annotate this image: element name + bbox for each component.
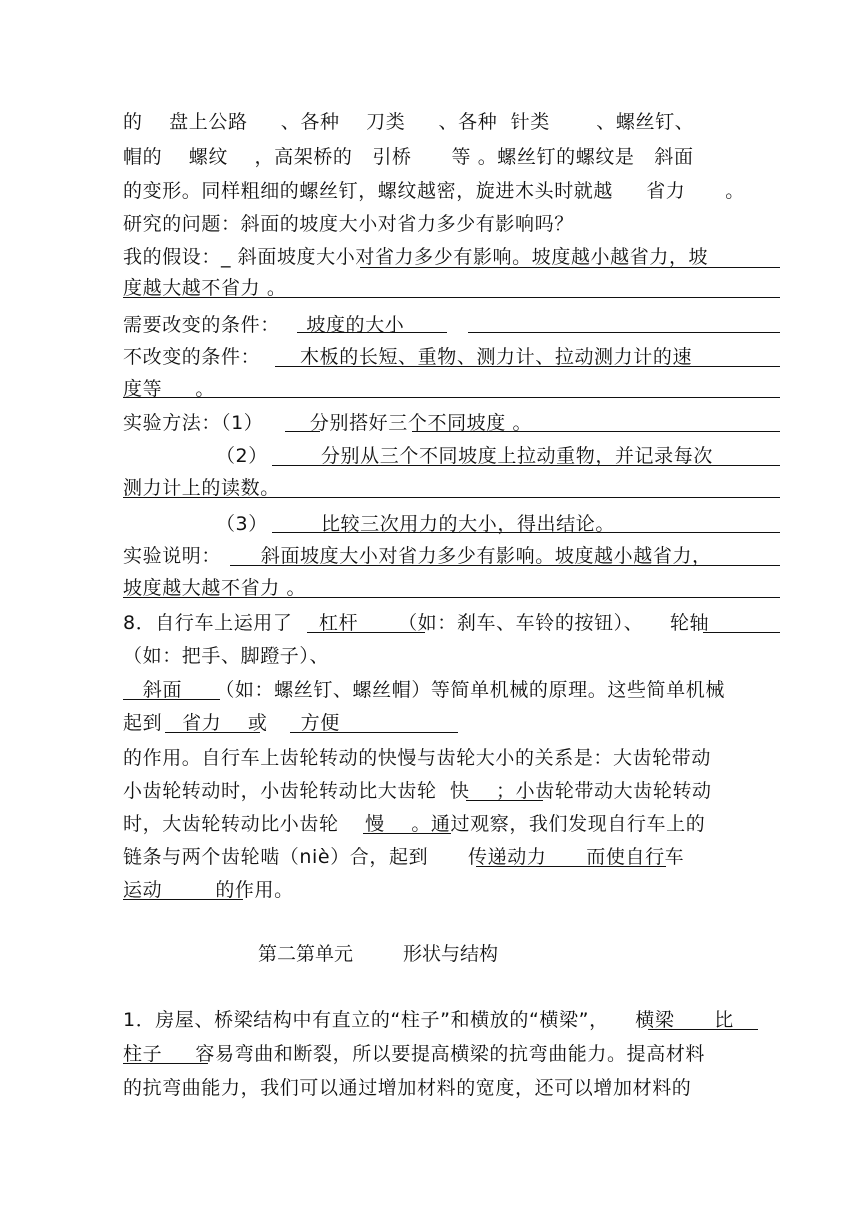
answer-underline [230,565,780,566]
answer-underline [275,366,780,367]
text-line: 柱子 容易弯曲和断裂，所以要提高横梁的抗弯曲能力。提高材料 [123,1043,705,1065]
text-line: 研究的问题：斜面的坡度大小对省力多少有影响吗？ [123,213,574,235]
text-line: 1．房屋、桥梁结构中有直立的“柱子”和横放的“横梁”， 横梁 比 [123,1009,734,1031]
answer-underline [123,297,780,298]
answer-underline [466,800,543,801]
answer-underline [165,732,260,733]
answer-underline [703,632,780,633]
text-line: （2） 分别从三个不同坡度上拉动重物，并记录每次 [123,445,713,467]
text-line: 实验说明： 斜面坡度大小对省力多少有影响。坡度越小越省力， [123,545,712,567]
answer-underline [272,532,780,533]
answer-underline [476,866,666,867]
answer-underline [123,497,780,498]
text-line: 度等 。 [123,378,215,400]
section-title: 形状与结构 [403,943,499,965]
text-line: 不改变的条件： 木板的长短、重物、测力计、拉动测力计的速 [123,346,693,368]
answer-underline [123,597,780,598]
text-line: 的变形。同样粗细的螺丝钉，螺纹越密，旋进木头时就越 省力 。 [123,180,745,202]
text-line: 小齿轮转动时，小齿轮转动比大齿轮 快 ；小齿轮带动大齿轮转动 [123,780,712,802]
text-line: 时，大齿轮转动比小齿轮 慢 。通过观察，我们发现自行车上的 [123,813,706,835]
text-line: 的作用。自行车上齿轮转动的快慢与齿轮大小的关系是：大齿轮带动 [123,747,712,769]
section-unit: 第二第单元 [258,943,354,965]
text-line: 起到 省力 或 方便 [123,712,340,734]
text-line: 帽的 螺纹 ，高架桥的 引桥 等 。螺丝钉的螺纹是 斜面 [123,146,694,168]
text-line: 8．自行车上运用了 杠杆 （如：刹车、车铃的按钮）、 轮轴 [123,612,710,634]
answer-underline [468,332,780,333]
text-line: 度越大越不省力 。 [123,277,287,299]
text-line: 斜面 （如：螺丝钉、螺丝帽）等简单机械的原理。这些简单机械 [123,679,725,701]
text-line: 我的假设：_ 斜面坡度大小对省力多少有影响。坡度越小越省力，坡 [123,246,709,268]
answer-underline [272,465,780,466]
answer-underline [290,732,458,733]
answer-underline [285,431,320,432]
answer-underline [363,833,451,834]
text-line: 运动 的作用。 [123,879,294,901]
text-line: 的 盘上公路 、各种 刀类 、各种 针类 、螺丝钉、 [123,111,695,133]
text-line: 实验方法：（1） 分别搭好三个不同坡度 。 [123,412,533,434]
answer-underline [360,267,780,268]
text-line: 链条与两个齿轮啮（niè）合，起到 传递动力 而使自行车 [123,846,685,868]
answer-underline [123,1063,208,1064]
text-line: 的抗弯曲能力，我们可以通过增加材料的宽度，还可以增加材料的 [123,1077,692,1099]
text-line: 坡度越大越不省力 。 [123,577,307,599]
answer-underline [123,699,220,700]
section-heading [258,938,498,970]
answer-underline [123,397,780,398]
text-line: （3） 比较三次用力的大小，得出结论。 [123,513,615,535]
text-line: 测力计上的读数。 [123,477,280,499]
answer-underline [648,1029,758,1030]
text-line: 需要改变的条件： 坡度的大小 [123,314,405,336]
answer-underline [123,899,243,900]
answer-underline [297,332,447,333]
text-line: （如：把手、脚蹬子）、 [123,645,330,667]
answer-underline [307,632,425,633]
answer-underline [412,431,780,432]
